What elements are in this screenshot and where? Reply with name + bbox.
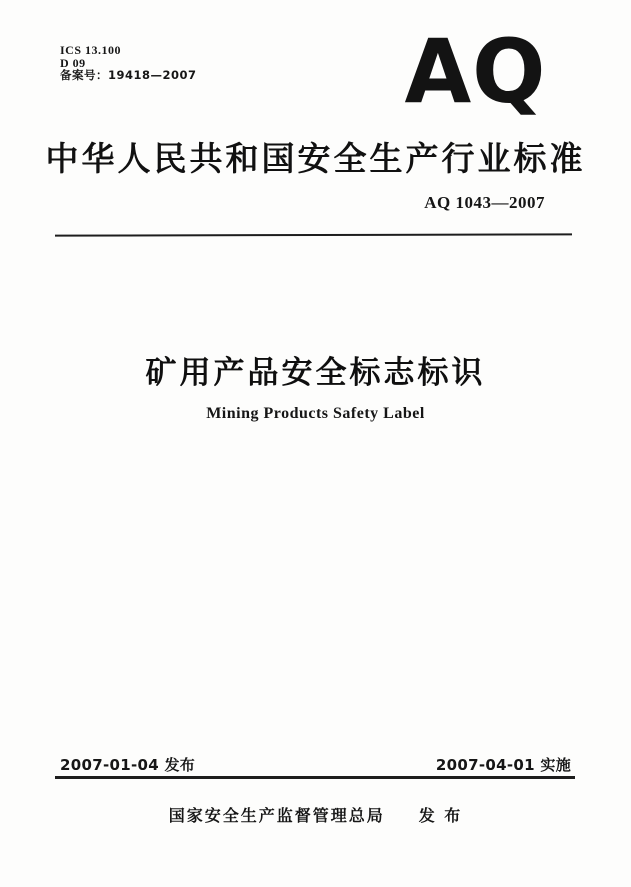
aq-logo: AQ bbox=[404, 20, 547, 123]
publisher-name: 国家安全生产监督管理总局 bbox=[168, 806, 385, 825]
publish-word: 发 布 bbox=[418, 806, 463, 825]
record-number: 备案号：19418—2007 bbox=[60, 68, 197, 82]
top-divider bbox=[55, 233, 572, 236]
standard-category-title: 中华人民共和国安全生产行业标准 bbox=[45, 139, 586, 178]
ics-code: ICS 13.100 bbox=[60, 43, 122, 57]
dates-row bbox=[60, 754, 571, 775]
document-title-english: Mining Products Safety Label bbox=[206, 405, 425, 422]
document-title-chinese: 矿用产品安全标志标识 bbox=[145, 355, 486, 391]
publisher-line bbox=[0, 803, 631, 826]
bottom-divider bbox=[55, 776, 575, 779]
implementation-date: 2007-04-01 实施 bbox=[435, 756, 571, 774]
classification-code: D 09 bbox=[60, 55, 86, 70]
issue-date: 2007-01-04 发布 bbox=[60, 756, 196, 774]
standard-number: AQ 1043—2007 bbox=[424, 193, 545, 212]
document-meta-block bbox=[60, 44, 197, 82]
